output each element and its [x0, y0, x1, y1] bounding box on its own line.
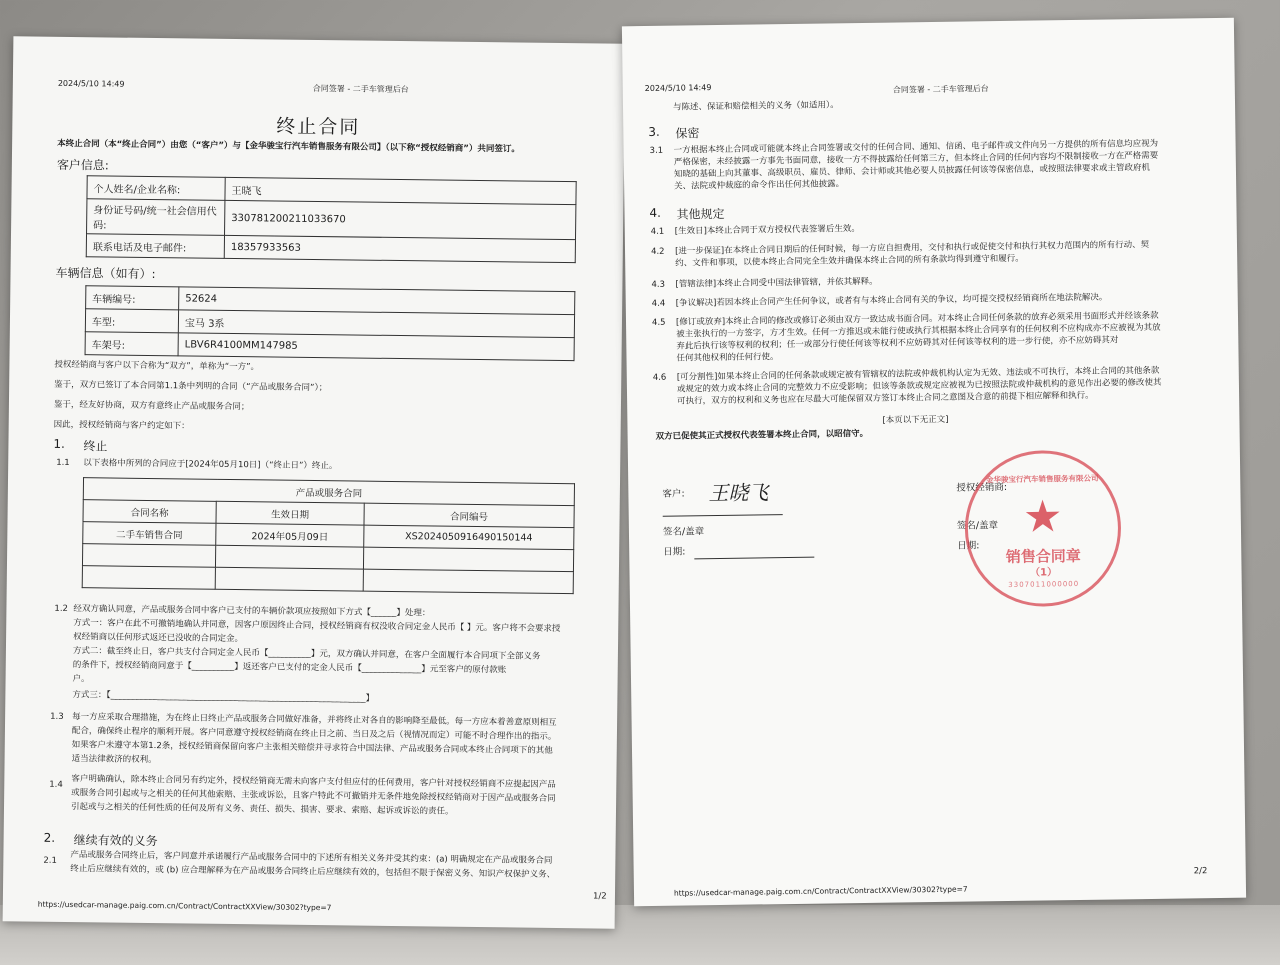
table-caption: 产品或服务合同	[83, 478, 574, 506]
clause-line: [修订或放弃]本终止合同的修改或修订必须由双方一致达成书面合同。对本终止合同任何条款的放弃必须采用书面形式并经该条款	[675, 310, 1159, 328]
table-row	[87, 199, 576, 240]
vehicle-label: 车架号:	[85, 332, 178, 356]
print-date: 2024/5/10 14:49	[57, 78, 125, 89]
dealer-label: 授权经销商:	[956, 481, 1008, 494]
seal-number: 3307011000000	[1008, 579, 1080, 589]
clause-number: 2.1	[43, 855, 57, 866]
clause-line: 方式三：【____________________________________________________________】	[72, 690, 375, 704]
customer-label: 个人姓名/企业名称:	[87, 176, 225, 201]
column-header: 合同编号	[364, 503, 574, 528]
customer-label: 客户:	[662, 488, 685, 500]
customer-value: 18357933563	[224, 235, 575, 262]
customer-sign-label: 签名/盖章	[662, 526, 705, 538]
clause-number: 1.4	[49, 779, 63, 790]
clause-line: 配合，确保终止程序的顺利开展。客户同意遵守授权经销商在终止日之前、当日及之后（视情况而定）可能不时合理作出的指示。	[71, 726, 557, 742]
clause-line: 弃此后执行该等权利的权利；任一或部分行使任何该等权利不应妨碍其对任何该等权利的进一步行使，亦不应妨碍其对	[676, 335, 1119, 352]
clause-number: 4.2	[650, 246, 665, 257]
customer-value: 王晓飞	[225, 177, 576, 204]
page-number: 1/2	[592, 891, 607, 902]
seal-subtitle: （1）	[1030, 567, 1058, 579]
table-cell: XS2024050916490150144	[364, 525, 574, 550]
vehicle-value: 宝马 3系	[178, 310, 574, 338]
vehicle-label: 车辆编号:	[86, 286, 179, 310]
continued-text: 与陈述、保证和赔偿相关的义务（如适用）。	[672, 100, 839, 113]
table-row	[86, 234, 575, 263]
clause-number: 1.1	[56, 457, 70, 469]
section-title: 其他规定	[676, 206, 725, 222]
clause-number: 1.2	[54, 603, 69, 615]
definition-paragraph: 授权经销商与客户以下合称为“双方”，单称为“一方”。	[54, 359, 260, 373]
clause-line: 经双方确认同意，产品或服务合同中客户已支付的车辆价款项应按照如下方式【______】处理：	[73, 604, 431, 619]
customer-label: 联系电话及电子邮件:	[86, 234, 224, 259]
column-header: 合同名称	[83, 500, 216, 524]
vehicle-info-table	[85, 285, 576, 361]
section-title: 继续有效的义务	[73, 833, 158, 849]
recital-paragraph: 鉴于，双方已签订了本合同第1.1条中列明的合同（“产品或服务合同”）；	[54, 379, 328, 394]
clause-line: 严格保密，未经披露一方事先书面同意，接收一方不得披露给任何第三方，但本终止合同的任何内容均不限制接收一方在严格需要	[673, 150, 1159, 168]
clause-line: 可执行，双方的权利和义务也应在尽最大可能保留双方签订本终止合同之意图及合意的前提下相应解释和执行。	[677, 390, 1094, 407]
dealer-date-label: 日期:	[957, 540, 980, 552]
clause-line: 每一方应采取合理措施，为在终止日终止产品或服务合同做好准备，并将终止对各自的影响降至最低。每一方应本着善意原则相互	[72, 712, 557, 728]
clause-line: 任何其他权利的任何行使。	[676, 352, 779, 364]
recital-paragraph: 因此，授权经销商与客户约定如下：	[53, 419, 190, 432]
no-further-text-note: [本页以下无正文]	[882, 414, 949, 426]
clause-text: [管辖法律]本终止合同受中国法律管辖，并依其解释。	[675, 276, 878, 290]
clause-line: 知晓的基础上向其董事、高级职员、雇员、律师、会计师或其他必要人员披露任何该等保密信息，或按照法律要求或主管政府机	[673, 162, 1151, 180]
vehicle-value: LBV6R4100MM147985	[178, 333, 574, 361]
clause-line: 终止后应继续有效的，或 (b) 应合理解释为在产品或服务合同终止后应继续有效的，包括但不限于保密义务、知识产权保护义务、	[70, 864, 556, 880]
company-seal	[964, 449, 1122, 607]
vehicle-label: 车型:	[85, 309, 178, 333]
clause-line: 的条件下，授权经销商同意于【__________】返还客户已支付的定金人民币【______________】元至客户的原付款账	[72, 660, 507, 676]
contract-list-table	[82, 477, 575, 594]
column-header: 生效日期	[216, 501, 364, 525]
customer-signature: 王晓飞	[708, 480, 769, 506]
clause-text: [争议解决]若因本终止合同产生任何争议，或者有与本终止合同有关的争议，均可提交授权经销商所在地法院解决。	[675, 292, 1108, 309]
clause-line: 产品或服务合同终止后，客户同意并承诺履行产品或服务合同中的下述所有相关义务并受其约束：(a) 明确规定在产品或服务合同	[70, 850, 553, 866]
page-number: 2/2	[1193, 866, 1208, 877]
clause-number: 4.4	[651, 298, 666, 309]
customer-section-heading: 客户信息:	[56, 157, 109, 173]
dealer-sign-label: 签名/盖章	[956, 520, 999, 532]
clause-line: 或服务合同引起或与之相关的任何其他索赔、主张或诉讼，且客户特此不可撤销并无条件地免除授权经销商对于因产品或服务合同	[71, 788, 556, 804]
table-cell	[363, 547, 573, 572]
seal-title: 销售合同章	[1005, 546, 1081, 567]
clause-text: [生效日]本终止合同于双方授权代表签署后生效。	[674, 224, 860, 237]
clause-line: 一方根据本终止合同或可能就本终止合同签署或交付的任何合同、通知、信函、电子邮件或文件向另一方提供的所有信息均应视为	[673, 138, 1159, 156]
footer-url: https://usedcar-manage.paig.com.cn/Contract/ContractXXView/30302?type=7	[37, 899, 332, 913]
clause-number: 4.1	[650, 226, 665, 237]
clause-number: 3.1	[649, 145, 664, 156]
table-row	[82, 566, 573, 594]
section-title: 终止	[83, 439, 108, 454]
document-title: 终止合同	[276, 115, 361, 139]
clause-line: 或规定的效力或本终止合同的完整效力不应受影响；但该等条款或规定应被视为已按照法院或仲裁机构的意见作出必要的修改使其	[676, 377, 1162, 395]
section-number: 2.	[43, 830, 56, 845]
clause-line: [可分割性]如果本终止合同的任何条款或规定被有管辖权的法院或仲裁机构认定为无效、违法或不可执行，本终止合同的其他条款	[676, 365, 1160, 383]
clause-number: 4.3	[651, 279, 666, 290]
table-cell: 二手车销售合同	[83, 522, 216, 546]
seal-company-name: 金华骏宝行汽车销售服务有限公司	[985, 473, 1099, 485]
customer-info-table	[86, 175, 577, 263]
clause-line: 户。	[72, 674, 90, 685]
clause-line: 方式一：客户在此不可撤销地确认并同意，因客户原因终止合同，授权经销商有权没收合同定金人民币【 】元。客户将不会要求授	[73, 618, 561, 635]
clause-line: 方式二：截至终止日，客户共支付合同定金人民币【__________】元，双方确认并同意，在客户全面履行本合同项下全部义务	[72, 646, 541, 662]
clause-line: 客户明确确认，除本终止合同另有约定外，授权经销商无需未向客户支付但应付的任何费用，客户针对授权经销商不应提起因产品	[71, 774, 556, 790]
section-number: 3.	[648, 124, 660, 139]
clause-number: 4.5	[651, 317, 666, 328]
recital-paragraph: 鉴于，经友好协商，双方有意终止产品或服务合同；	[53, 399, 250, 413]
clause-number: 1.3	[50, 711, 64, 722]
footer-url: https://usedcar-manage.paig.com.cn/Contract/ContractXXView/30302?type=7	[673, 884, 968, 898]
clause-line: 如果客户未遵守本第1.2条，授权经销商保留向客户主张相关赔偿并寻求符合中国法律、产品或服务合同或本终止合同项下的其他	[71, 740, 553, 756]
contract-page-1	[3, 36, 626, 928]
clause-line: 关、法院或仲裁庭的命令作出任何其他披露。	[674, 179, 845, 192]
clause-line: 被主张执行的一方签字，方才生效。任何一方推迟或未能行使或执行其根据本终止合同享有的任何权利不应构成亦不应被视为其放	[676, 322, 1161, 340]
clause-line: 适当法律救济的权利。	[71, 754, 157, 766]
contract-page-2	[622, 18, 1246, 906]
customer-value: 330781200211033670	[225, 200, 576, 239]
table-cell	[363, 569, 573, 594]
customer-label: 身份证号码/统一社会信用代码:	[87, 199, 225, 236]
intro-paragraph: 本终止合同（本“终止合同”）由您（“客户”）与【金华骏宝行汽车销售服务有限公司】（以下称“授权经销商”）共同签订。	[57, 138, 520, 155]
table-cell	[215, 567, 363, 591]
section-title: 保密	[675, 126, 700, 141]
vehicle-section-heading: 车辆信息（如有）:	[55, 265, 156, 282]
clause-line: 约、文件和事项，以使本终止合同完全生效并确保本终止合同的所有条款均得到遵守和履行。	[675, 253, 1024, 269]
clause-line: 引起或与之相关的任何性质的任何及所有义务、责任、损失、损害、要求、索赔、起诉或诉讼的责任。	[70, 802, 454, 817]
signing-statement: 双方已促使其正式授权代表签署本终止合同，以昭信守。	[655, 428, 869, 442]
clause-line: [进一步保证]在本终止合同日期后的任何时候，每一方应自担费用，交付和执行或促使交付和执行其权力范围内的所有行动、契	[674, 239, 1150, 257]
print-header-title: 合同签署 - 二手车管理后台	[892, 84, 989, 95]
vehicle-value: 52624	[179, 287, 575, 315]
clause-number: 4.6	[652, 372, 667, 383]
table-cell	[215, 545, 363, 569]
seal-star-icon: ★	[1022, 491, 1063, 543]
print-date: 2024/5/10 14:49	[644, 83, 712, 94]
section-number: 1.	[53, 436, 65, 451]
date-underline	[694, 557, 814, 560]
table-cell	[82, 544, 215, 568]
clause-text: 以下表格中所列的合同应于[2024年05月10日]（“终止日”）终止。	[83, 458, 338, 472]
table-cell: 2024年05月09日	[216, 523, 364, 547]
clause-line: 权经销商以任何形式返还已没收的合同定金。	[73, 632, 244, 645]
print-header-title: 合同签署 - 二手车管理后台	[312, 83, 409, 95]
customer-date-label: 日期:	[663, 546, 686, 558]
table-cell	[82, 566, 215, 590]
section-number: 4.	[649, 205, 662, 220]
table-row	[85, 332, 574, 361]
signature-underline	[663, 514, 783, 517]
